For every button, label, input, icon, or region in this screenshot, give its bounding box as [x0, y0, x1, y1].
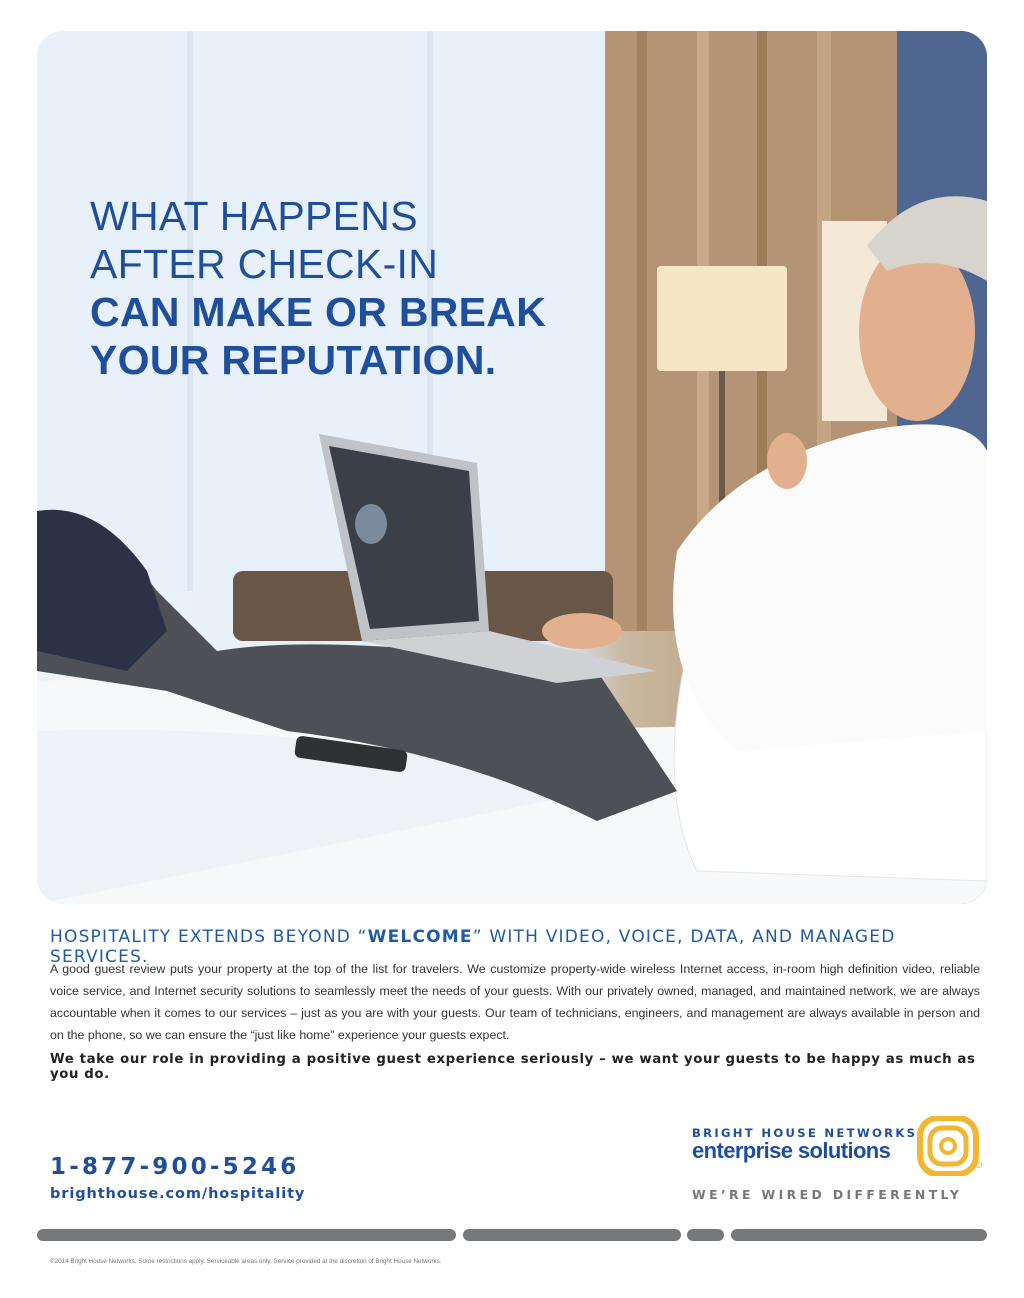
headline-line-4: YOUR REPUTATION.: [90, 337, 497, 383]
hotel-room-illustration: [37, 31, 987, 904]
brand-company-name: BRIGHT HOUSE NETWORKS: [692, 1126, 918, 1140]
divider-bar: [463, 1229, 681, 1241]
brand-division-name: enterprise solutions: [692, 1138, 891, 1163]
decorative-bars: [37, 1229, 987, 1241]
divider-bar: [731, 1229, 987, 1241]
divider-bar: [37, 1229, 456, 1241]
headline-line-3: CAN MAKE OR BREAK: [90, 289, 547, 335]
divider-bar: [687, 1229, 724, 1241]
website-link[interactable]: brighthouse.com/hospitality: [50, 1186, 306, 1202]
brand-slogan: WE’RE WIRED DIFFERENTLY: [692, 1187, 963, 1202]
subheading-after: ” WITH VIDEO, VOICE, DATA, AND MANAGED SERVICES.: [50, 927, 896, 967]
headline-line-2: AFTER CHECK-IN: [90, 241, 439, 287]
tagline: We take our role in providing a positive guest experience seriously – we want your guests to be happy as much as you do.: [50, 1052, 976, 1082]
legal-disclaimer: ©2014 Bright House Networks. Some restrictions apply. Serviceable areas only. Service provided at the discretion of Bright House Networks.: [50, 1258, 442, 1265]
body-paragraph: A good guest review puts your property at the top of the list for travelers. We customize property-wide wireless Internet access, in-room high definition video, reliable voice service, and Internet security solutions to seamlessly meet the needs of your guests. With our privately owned, managed, and maintained network, we are always accountable when it comes to our services – just as you are with your guests. Our team of technicians, engineers, and management are always available in person and on the phone, so we can ensure the “just like home” experience your guests expect.: [50, 962, 980, 1042]
subheading-emphasis: WELCOME: [367, 927, 473, 947]
phone-number[interactable]: 1-877-900-5246: [50, 1154, 300, 1180]
headline-line-1: WHAT HAPPENS: [90, 193, 418, 239]
headline: [90, 192, 650, 384]
subheading-before: HOSPITALITY EXTENDS BEYOND “: [50, 927, 368, 947]
hero-photo: [37, 31, 987, 904]
concentric-rings-logo-icon: [917, 1116, 983, 1176]
